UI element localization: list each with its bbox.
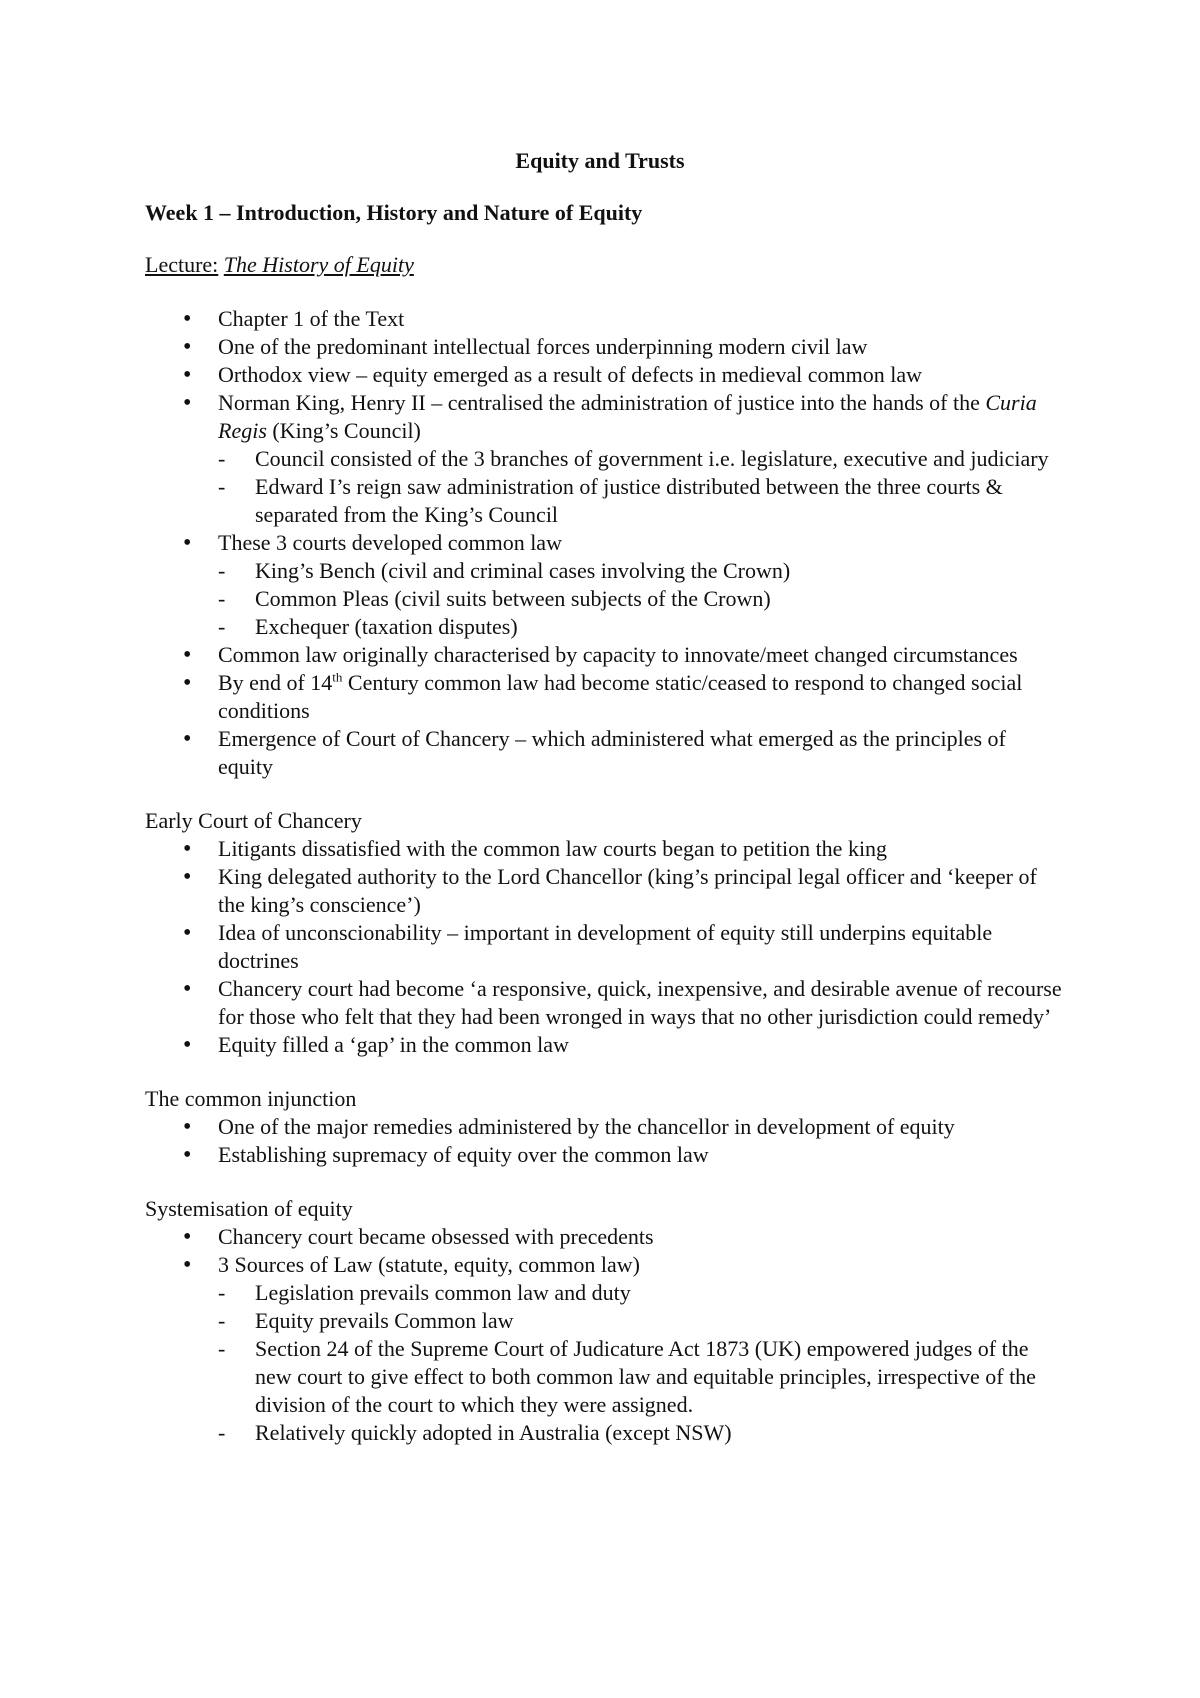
sub-list-item: - Exchequer (taxation disputes) xyxy=(218,613,1065,641)
systemisation-list xyxy=(145,1223,1065,1279)
sub-list-item: - King’s Bench (civil and criminal cases involving the Crown) xyxy=(218,557,1065,585)
section-heading-common-injunction: The common injunction xyxy=(145,1086,357,1111)
list-item: • Norman King, Henry II – centralised the administration of justice into the hands of the Curia Regis (King’s Council) - Council consisted of the 3 branches of government i.e. legislature, executive and judiciary - Edward I’s reign saw administration of justice distributed between the three courts & separated from the King’s Council xyxy=(145,389,1065,529)
list-item: • Establishing supremacy of equity over the common law xyxy=(145,1141,1065,1169)
sub-list-item: - Common Pleas (civil suits between subjects of the Crown) xyxy=(218,585,1065,613)
list-item: • King delegated authority to the Lord Chancellor (king’s principal legal officer and ‘keeper of the king’s conscience’) xyxy=(145,863,1065,919)
document-body xyxy=(145,199,1065,1447)
early-chancery-list xyxy=(145,835,1065,1059)
common-injunction-list xyxy=(145,1113,1065,1169)
ordinal-suffix: th xyxy=(332,669,343,685)
list-item: • One of the predominant intellectual forces underpinning modern civil law xyxy=(145,333,1065,361)
document-title: Equity and Trusts xyxy=(515,148,685,173)
sub-list-item: - Council consisted of the 3 branches of government i.e. legislature, executive and judiciary xyxy=(218,445,1065,473)
week-heading: Week 1 – Introduction, History and Nature of Equity xyxy=(145,200,643,225)
section-heading-early-chancery: Early Court of Chancery xyxy=(145,808,362,833)
sub-list xyxy=(218,445,1065,529)
list-item: • One of the major remedies administered by the chancellor in development of equity xyxy=(145,1113,1065,1141)
list-item: • Chancery court became obsessed with precedents xyxy=(145,1223,1065,1251)
list-item: • Common law originally characterised by capacity to innovate/meet changed circumstances xyxy=(145,641,1065,669)
list-item: • 3 Sources of Law (statute, equity, common law) xyxy=(145,1251,1065,1279)
lecture-topic: The History of Equity xyxy=(223,252,414,277)
history-list xyxy=(145,305,1065,781)
list-item: • Chancery court had become ‘a responsive, quick, inexpensive, and desirable avenue of recourse for those who felt that they had been wronged in ways that no other jurisdiction could remedy’ xyxy=(145,975,1065,1031)
list-item: • By end of 14th Century common law had become static/ceased to respond to changed social conditions xyxy=(145,669,1065,725)
sub-list-item: - Section 24 of the Supreme Court of Judicature Act 1873 (UK) empowered judges of the new court to give effect to both common law and equitable principles, irrespective of the division of the court to which they were assigned. xyxy=(145,1335,1065,1419)
sub-list-item: - Legislation prevails common law and duty xyxy=(145,1279,1065,1307)
list-item: • Equity filled a ‘gap’ in the common law xyxy=(145,1031,1065,1059)
list-item: • Litigants dissatisfied with the common law courts began to petition the king xyxy=(145,835,1065,863)
sources-of-law-sub-list xyxy=(145,1279,1065,1447)
list-item: • Chapter 1 of the Text xyxy=(145,305,1065,333)
lecture-prefix: Lecture: xyxy=(145,252,219,277)
list-item: • Orthodox view – equity emerged as a result of defects in medieval common law xyxy=(145,361,1065,389)
sub-list xyxy=(218,557,1065,641)
list-item: • These 3 courts developed common law - King’s Bench (civil and criminal cases involving the Crown) - Common Pleas (civil suits between subjects of the Crown) - Exchequer (taxation disputes) xyxy=(145,529,1065,641)
sub-list-item: - Edward I’s reign saw administration of justice distributed between the three courts & separated from the King’s Council xyxy=(218,473,1065,529)
list-item: • Emergence of Court of Chancery – which administered what emerged as the principles of equity xyxy=(145,725,1065,781)
sub-list-item: - Equity prevails Common law xyxy=(145,1307,1065,1335)
curia-regis-term: Curia Regis xyxy=(218,390,1037,443)
sub-list-item: - Relatively quickly adopted in Australia (except NSW) xyxy=(145,1419,1065,1447)
list-item: • Idea of unconscionability – important in development of equity still underpins equitable doctrines xyxy=(145,919,1065,975)
lecture-heading xyxy=(145,251,1065,279)
section-heading-systemisation: Systemisation of equity xyxy=(145,1196,353,1221)
